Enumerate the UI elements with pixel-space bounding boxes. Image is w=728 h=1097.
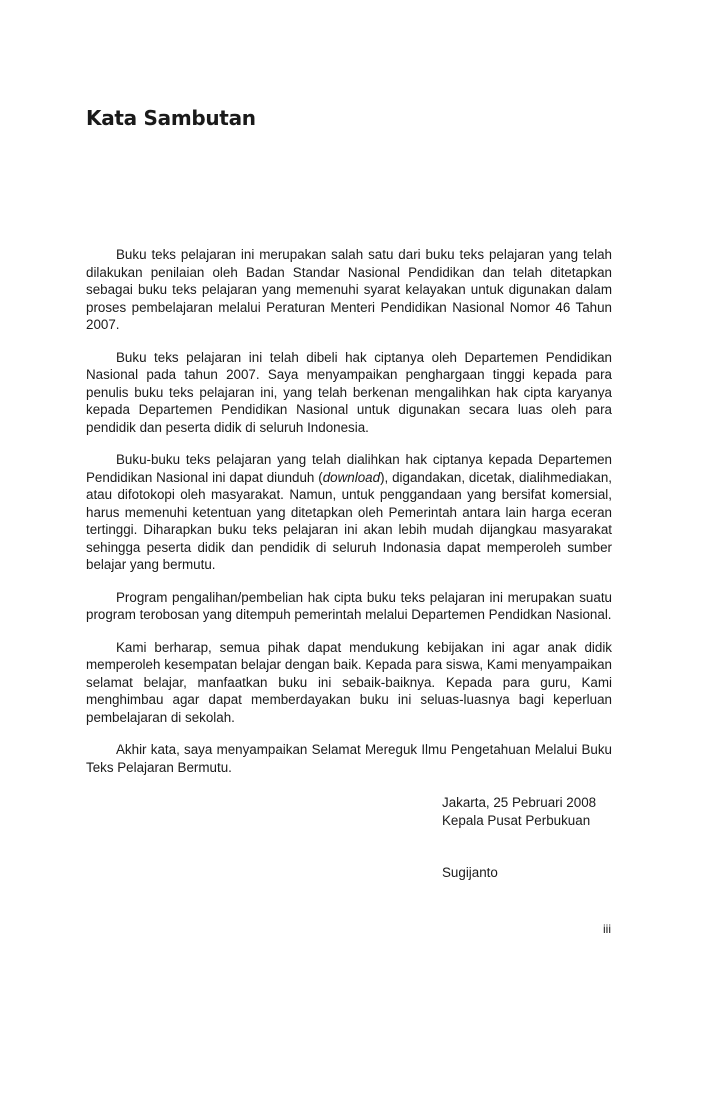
page-title: Kata Sambutan xyxy=(86,106,256,130)
paragraph-3-italic-word: download xyxy=(322,469,381,485)
paragraph-3-text-end: ), digandakan, dicetak, dialihmediakan, atau difotokopi oleh masyarakat. Namun, untuk penggandaan yang bersifat komersial, harus memenuhi ketentuan yang ditetapkan oleh Pemerintah antara lain harga eceran tertinggi. Diharapkan buku teks pelajaran ini akan lebih mudah dijangkau masyarakat sehingga peserta didik dan pendidik di seluruh Indonasia dapat memperoleh sumber belajar yang bermutu. xyxy=(86,469,612,572)
paragraph-4: Program pengalihan/pembelian hak cipta buku teks pelajaran ini merupakan suatu program terobosan yang ditempuh pemerintah melalui Departemen Pendidkan Nasional. xyxy=(86,589,612,622)
paragraph-3 xyxy=(86,451,612,574)
body-text xyxy=(86,246,612,791)
paragraph-3-text-start: Buku-buku teks pelajaran yang telah dialihkan hak ciptanya kepada Departemen Pendidikan Nasional ini dapat diunduh ( xyxy=(86,452,612,485)
signature-place-date: Jakarta, 25 Pebruari 2008 xyxy=(442,795,597,810)
signature-block xyxy=(442,794,596,882)
signature-position: Kepala Pusat Perbukuan xyxy=(442,812,591,828)
paragraph-6: Akhir kata, saya menyampaikan Selamat Mereguk Ilmu Pengetahuan Melalui Buku Teks Pelajaran Bermutu. xyxy=(86,742,612,775)
paragraph-5: Kami berharap, semua pihak dapat mendukung kebijakan ini agar anak didik memperoleh kesempatan belajar dengan baik. Kepada para siswa, Kami menyampaikan selamat belajar, manfaatkan buku ini sebaik-baiknya. Kepada para guru, Kami menghimbau agar dapat memberdayakan buku ini seluas-luasnya bagi keperluan pembelajaran di sekolah. xyxy=(86,639,612,725)
paragraph-2: Buku teks pelajaran ini telah dibeli hak ciptanya oleh Departemen Pendidikan Nasional pada tahun 2007. Saya menyampaikan penghargaan tinggi kepada para penulis buku teks pelajaran ini, yang telah berkenan mengalihkan hak cipta karyanya kepada Departemen Pendidikan Nasional untuk digunakan secara luas oleh para pendidik dan peserta didik di seluruh Indonesia. xyxy=(86,349,612,435)
page-number: iii xyxy=(603,922,611,936)
signature-name: Sugijanto xyxy=(442,865,498,880)
paragraph-1: Buku teks pelajaran ini merupakan salah satu dari buku teks pelajaran yang telah dilakukan penilaian oleh Badan Standar Nasional Pendidikan dan telah ditetapkan sebagai buku teks pelajaran yang memenuhi syarat kelayakan untuk digunakan dalam proses pembelajaran melalui Peraturan Menteri Pendidikan Nasional Nomor 46 Tahun 2007. xyxy=(86,247,612,332)
